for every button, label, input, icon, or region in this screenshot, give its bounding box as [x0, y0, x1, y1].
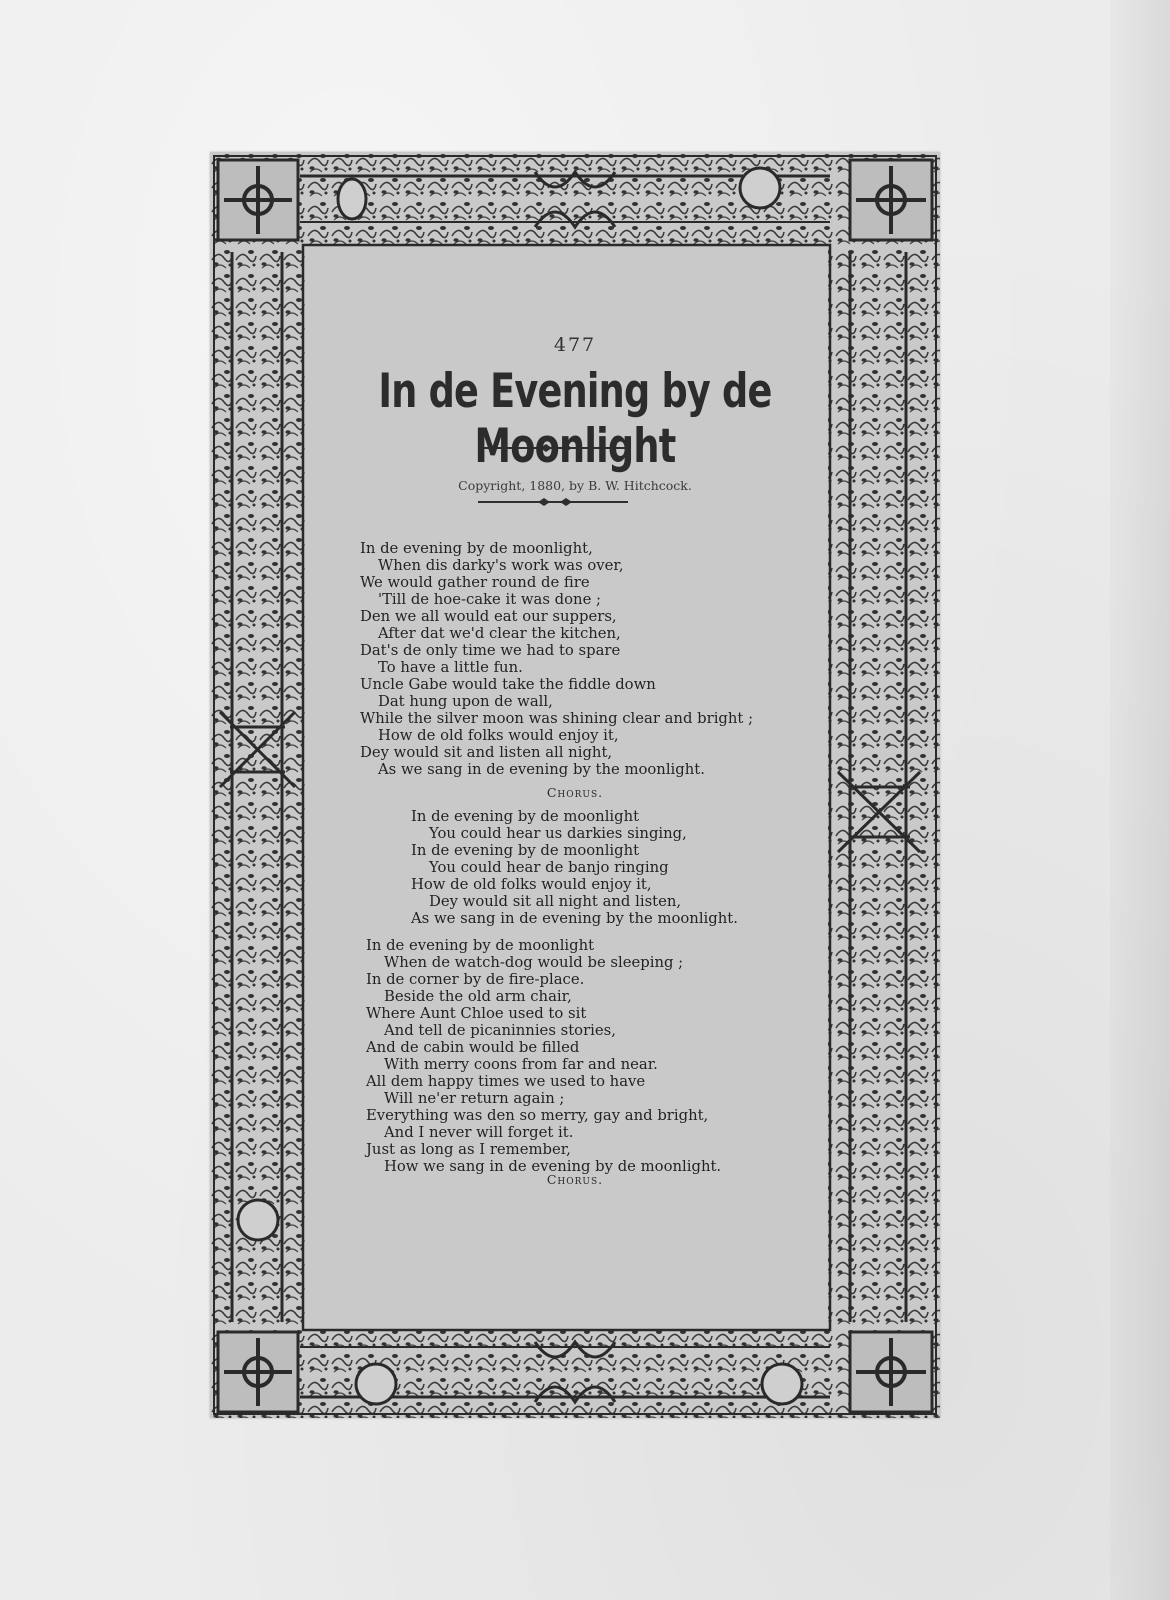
verse-2 [366, 937, 721, 1175]
lyric-line: Where Aunt Chloe used to sit [366, 1005, 587, 1022]
song-number: 477 [553, 334, 597, 356]
lyric-line: How de old folks would enjoy it, [378, 727, 619, 744]
lyric-line: Dey would sit all night and listen, [429, 893, 682, 910]
lyric-line: Den we all would eat our suppers, [360, 608, 617, 625]
lyric-line: Dat's de only time we had to spare [360, 642, 621, 659]
lyric-line: All dem happy times we used to have [366, 1073, 646, 1090]
lyric-line: 'Till de hoe-cake it was done ; [378, 591, 602, 608]
chorus-heading: Chorus. [546, 785, 604, 800]
lyric-line: Dey would sit and listen all night, [360, 744, 613, 761]
lyric-line: In de evening by de moonlight [411, 842, 640, 859]
lyric-line: Just as long as I remember, [366, 1141, 571, 1158]
lyric-line: And de cabin would be filled [366, 1039, 580, 1056]
lyric-line: We would gather round de fire [360, 574, 590, 591]
lyric-line: You could hear de banjo ringing [429, 859, 669, 876]
lyric-line: After dat we'd clear the kitchen, [378, 625, 621, 642]
lyric-line: How de old folks would enjoy it, [411, 876, 652, 893]
verse-1 [360, 540, 753, 778]
chorus-end-heading: Chorus. [546, 1172, 604, 1187]
lyric-line: In de evening by de moonlight [366, 937, 595, 954]
lyric-line: As we sang in de evening by the moonlight. [378, 761, 705, 778]
lyric-line: You could hear us darkies singing, [429, 825, 687, 842]
lyric-line: With merry coons from far and near. [384, 1056, 658, 1073]
copyright-line: Copyright, 1880, by B. W. Hitchcock. [458, 478, 692, 493]
lyric-line: In de corner by de fire-place. [366, 971, 585, 988]
lyric-line: Will ne'er return again ; [384, 1090, 565, 1107]
lyric-line: While the silver moon was shining clear and bright ; [360, 710, 754, 727]
lyric-line: How we sang in de evening by de moonlight. [384, 1158, 722, 1175]
lyric-line: And tell de picaninnies stories, [384, 1022, 616, 1039]
lyric-line: Uncle Gabe would take the fiddle down [360, 676, 656, 693]
lyric-line: When de watch-dog would be sleeping ; [384, 954, 684, 971]
chorus [411, 808, 738, 927]
lyric-line: And I never will forget it. [384, 1124, 574, 1141]
lyric-line: Beside the old arm chair, [384, 988, 572, 1005]
lyric-line: In de evening by de moonlight, [360, 540, 593, 557]
lyric-line: When dis darky's work was over, [378, 557, 624, 574]
paper-fold-shadow [1110, 0, 1170, 1600]
lyric-line: Everything was den so merry, gay and bright, [366, 1107, 709, 1124]
lyric-line: As we sang in de evening by the moonlight. [411, 910, 738, 927]
song-sheet [210, 152, 940, 1418]
lyric-line: To have a little fun. [378, 659, 523, 676]
lyric-line: Dat hung upon de wall, [378, 693, 553, 710]
lyric-line: In de evening by de moonlight [411, 808, 640, 825]
song-title: In de Evening by de Moonlight [378, 364, 772, 474]
